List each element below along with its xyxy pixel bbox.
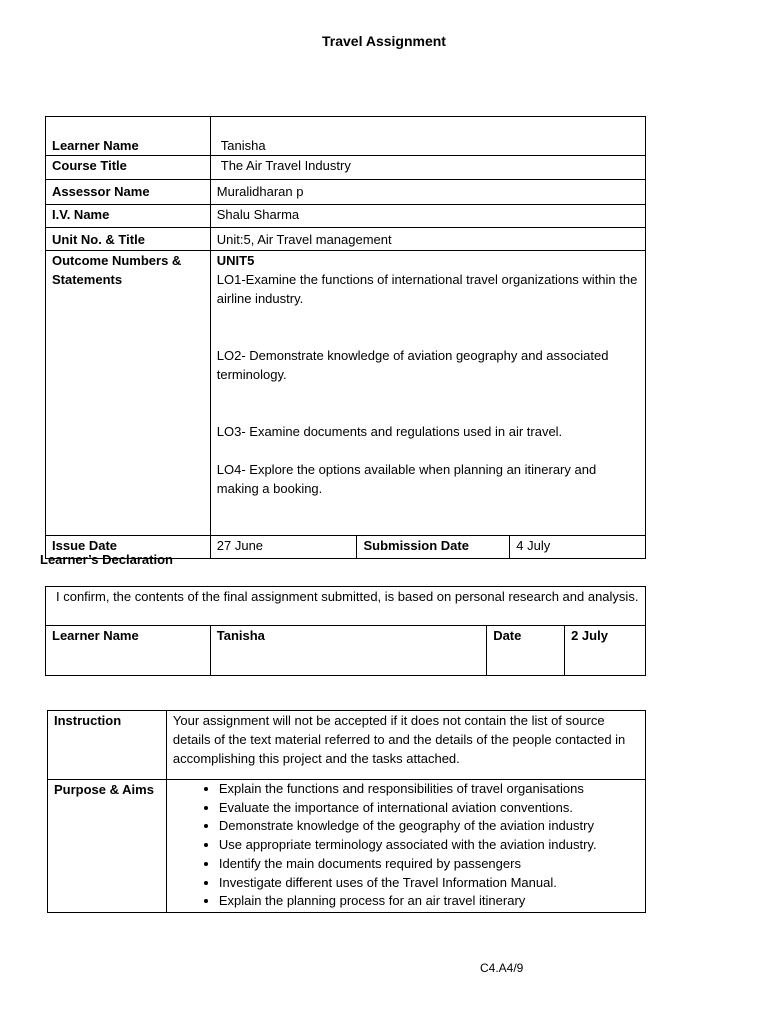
- learning-outcome-3: LO3- Examine documents and regulations used in air travel.: [216, 424, 563, 439]
- table-row: [46, 156, 646, 180]
- course-title-label: Course Title: [46, 156, 211, 180]
- table-row: [46, 117, 646, 156]
- learning-outcome-2: LO2- Demonstrate knowledge of aviation geography and associated terminology.: [216, 348, 609, 382]
- list-item: • Investigate different uses of the Travel Information Manual.: [219, 874, 639, 893]
- learner-name-label: Learner Name: [46, 117, 211, 156]
- outcome-label: [46, 251, 211, 536]
- learning-outcome-4: LO4- Explore the options available when planning an itinerary and making a booking.: [216, 462, 597, 496]
- declaration-learner-name-value: Tanisha: [210, 626, 486, 676]
- table-row: [46, 180, 646, 205]
- declaration-table: [45, 586, 646, 676]
- assessor-name-value: Muralidharan p: [210, 180, 645, 205]
- learner-name-value: Tanisha: [210, 117, 645, 156]
- page-title: Travel Assignment: [322, 33, 446, 49]
- purpose-label: Purpose & Aims: [48, 780, 167, 913]
- declaration-date-label: Date: [487, 626, 565, 676]
- table-row: [46, 251, 646, 536]
- outcome-statements: [210, 251, 645, 536]
- list-item: • Evaluate the importance of international aviation conventions.: [219, 799, 639, 818]
- issue-date-label: Issue Date: [46, 536, 211, 559]
- declaration-date-value: 2 July: [565, 626, 646, 676]
- instruction-label: Instruction: [48, 711, 167, 780]
- declaration-heading: Learner’s Declaration: [40, 552, 173, 567]
- assignment-details-table: [45, 116, 646, 559]
- instructions-table: [47, 710, 646, 913]
- submission-date-value: 4 July: [510, 536, 646, 559]
- table-row: [46, 205, 646, 228]
- aims-list: [173, 780, 639, 911]
- list-item: • Use appropriate terminology associated with the aviation industry.: [219, 836, 639, 855]
- outcome-label-line-2: Statements: [52, 272, 123, 287]
- learning-outcome-1: LO1-Examine the functions of international travel organizations within the airline industry.: [216, 272, 638, 306]
- purpose-aims: [166, 780, 645, 913]
- footer-code: C4.A4/9: [480, 961, 524, 975]
- list-item: • Demonstrate knowledge of the geography of the aviation industry: [219, 817, 639, 836]
- list-item: • Explain the planning process for an air travel itinerary: [219, 892, 639, 911]
- assessor-name-label: Assessor Name: [46, 180, 211, 205]
- outcome-label-line-1: Outcome Numbers &: [52, 253, 182, 268]
- instruction-text: Your assignment will not be accepted if it does not contain the list of source details of the text material referred to and the details of the people contacted in accomplishing this project and the tasks attached.: [166, 711, 645, 780]
- iv-name-value: Shalu Sharma: [210, 205, 645, 228]
- table-row: [46, 626, 646, 676]
- outcome-unit: UNIT5: [216, 253, 255, 268]
- issue-date-value: 27 June: [210, 536, 357, 559]
- list-item: • Identify the main documents required by passengers: [219, 855, 639, 874]
- declaration-statement: I confirm, the contents of the final assignment submitted, is based on personal research and analysis.: [46, 587, 646, 626]
- iv-name-label: I.V. Name: [46, 205, 211, 228]
- course-title-value: The Air Travel Industry: [210, 156, 645, 180]
- table-row: [46, 228, 646, 251]
- unit-label: Unit No. & Title: [46, 228, 211, 251]
- unit-value: Unit:5, Air Travel management: [210, 228, 645, 251]
- table-row: [46, 587, 646, 626]
- table-row: [48, 780, 646, 913]
- table-row: [48, 711, 646, 780]
- declaration-learner-name-label: Learner Name: [46, 626, 211, 676]
- list-item: • Explain the functions and responsibilities of travel organisations: [219, 780, 639, 799]
- submission-date-label: Submission Date: [357, 536, 510, 559]
